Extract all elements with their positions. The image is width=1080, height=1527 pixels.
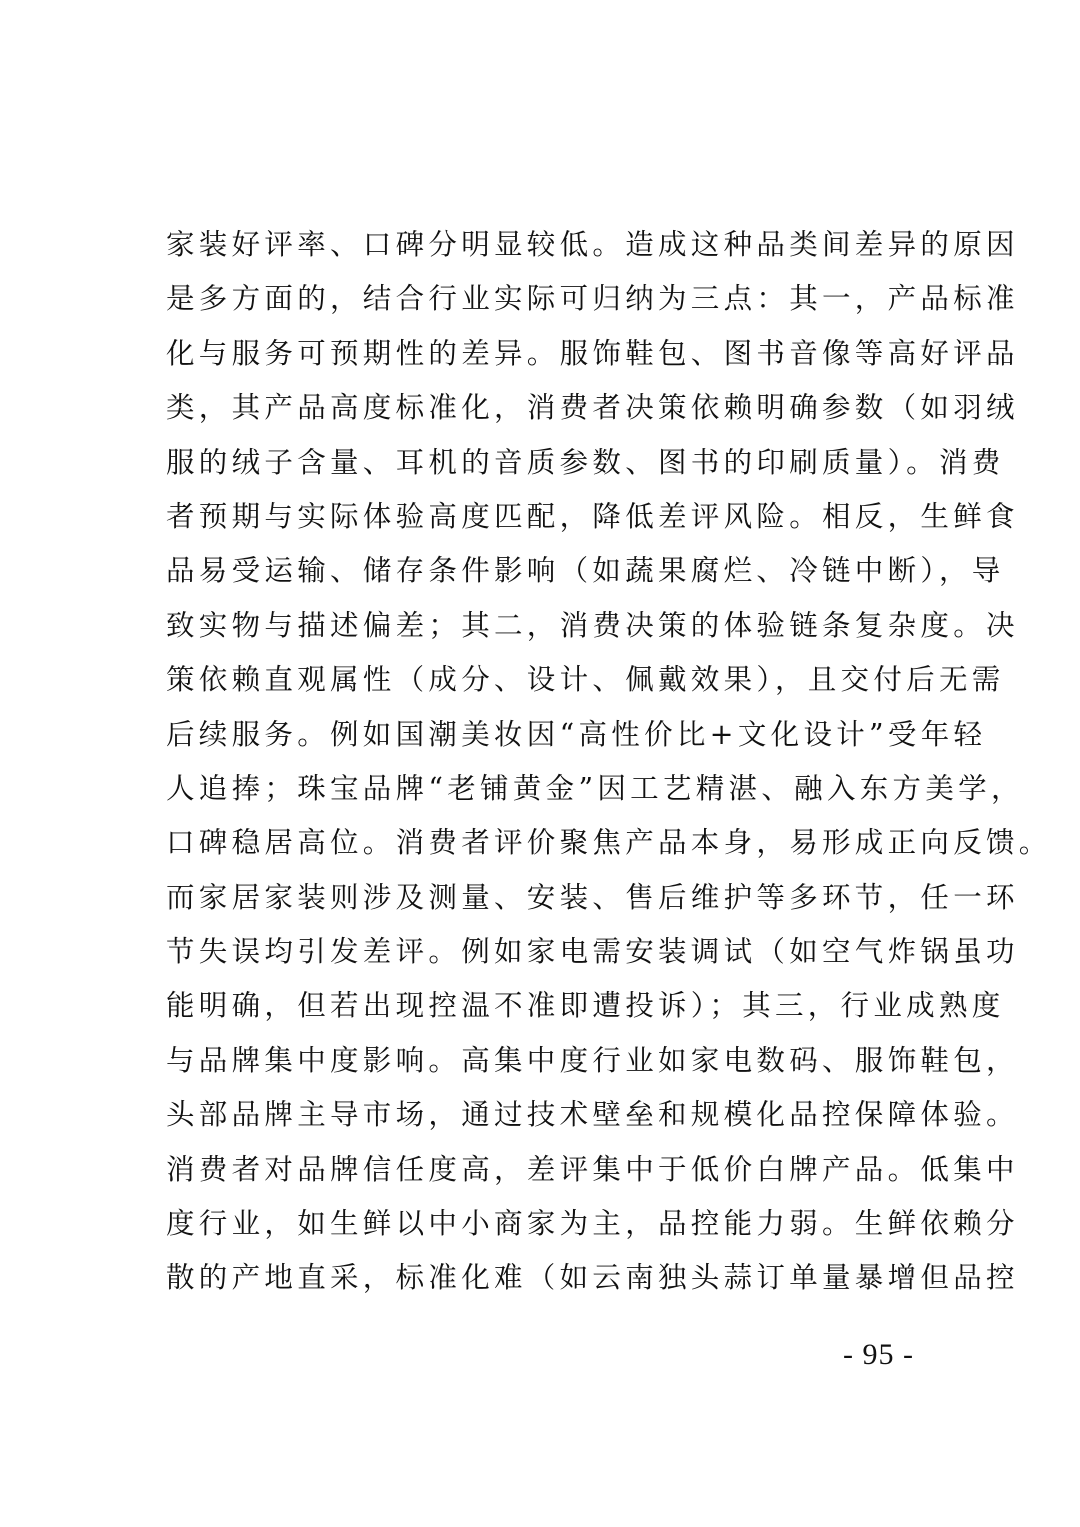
body-text [166, 218, 1052, 1306]
text-line: 家装好评率、口碑分明显较低。造成这种品类间差异的原因 [166, 228, 1019, 261]
text-line: 度行业，如生鲜以中小商家为主，品控能力弱。生鲜依赖分 [166, 1207, 1019, 1241]
text-line: 消费者对品牌信任度高，差评集中于低价白牌产品。低集中 [166, 1152, 1019, 1186]
page-number: - 95 - [843, 1338, 914, 1371]
text-line: 人追捧；珠宝品牌“老铺黄金”因工艺精湛、融入东方美学， [166, 771, 1024, 805]
text-line: 化与服务可预期性的差异。服饰鞋包、图书音像等高好评品 [166, 336, 1019, 370]
text-line: 口碑稳居高位。消费者评价聚焦产品本身，易形成正向反馈。 [166, 826, 1052, 860]
text-line: 服的绒子含量、耳机的音质参数、图书的印刷质量）。消费 [166, 445, 1005, 479]
text-line: 头部品牌主导市场，通过技术壁垒和规模化品控保障体验。 [166, 1098, 1019, 1132]
text-line: 策依赖直观属性（成分、设计、佩戴效果），且交付后无需 [166, 663, 1005, 697]
text-line: 与品牌集中度影响。高集中度行业如家电数码、服饰鞋包， [166, 1043, 1019, 1077]
text-line: 者预期与实际体验高度匹配，降低差评风险。相反，生鲜食 [166, 499, 1019, 533]
text-line: 节失误均引发差评。例如家电需安装调试（如空气炸锅虽功 [166, 935, 1019, 969]
text-line: 致实物与描述偏差；其二，消费决策的体验链条复杂度。决 [166, 608, 1019, 642]
text-line: 品易受运输、储存条件影响（如蔬果腐烂、冷链中断），导 [166, 554, 1005, 588]
text-line: 后续服务。例如国潮美妆因“高性价比+文化设计”受年轻 [166, 717, 987, 751]
text-line: 类，其产品高度标准化，消费者决策依赖明确参数（如羽绒 [166, 391, 1019, 425]
text-line: 能明确，但若出现控温不准即遭投诉）；其三，行业成熟度 [166, 989, 1005, 1023]
text-line: 而家居家装则涉及测量、安装、售后维护等多环节，任一环 [166, 880, 1019, 914]
text-line: 是多方面的，结合行业实际可归纳为三点：其一，产品标准 [166, 282, 1019, 316]
text-line: 散的产地直采，标准化难（如云南独头蒜订单量暴增但品控 [166, 1261, 1019, 1295]
